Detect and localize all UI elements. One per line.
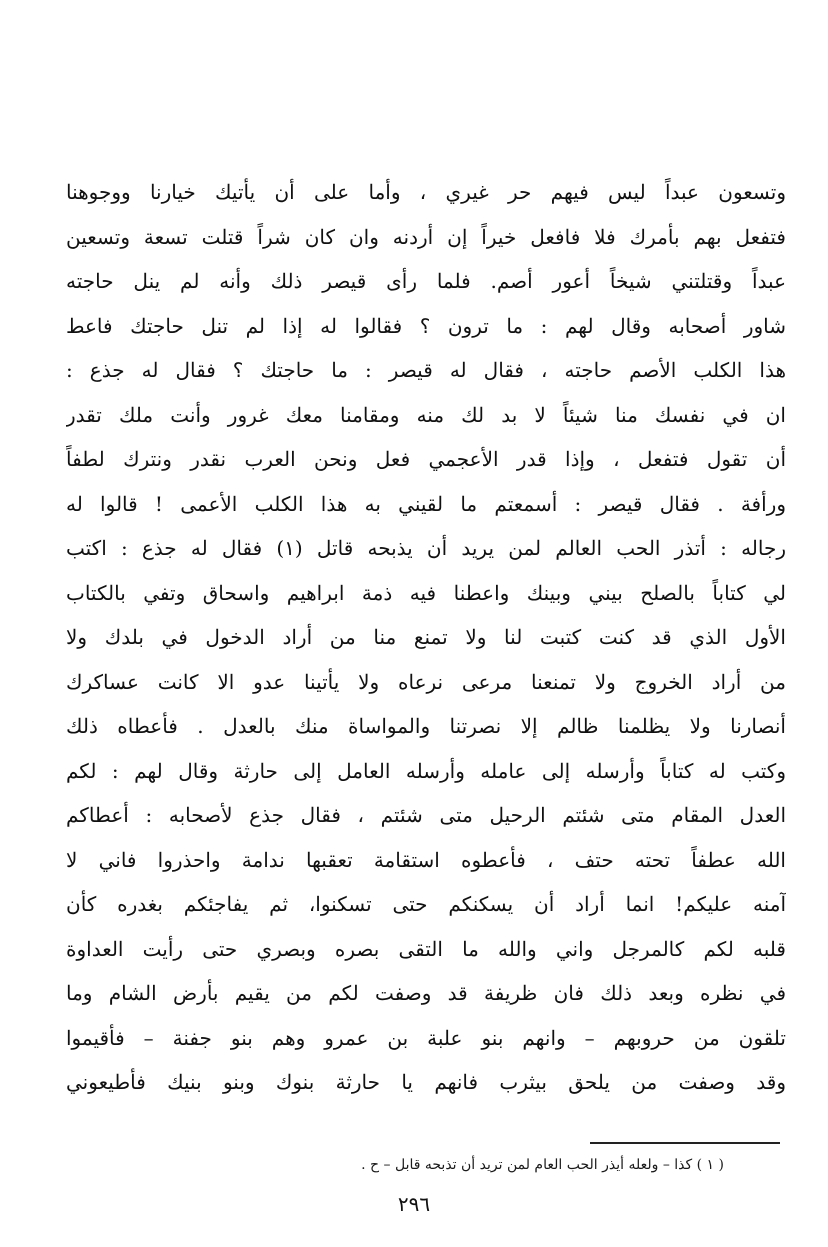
text-line: في نظره وبعد ذلك فان ظريفة قد وصفت لكم من يقيم بأرض الشام وما bbox=[66, 981, 786, 1005]
text-line: ورأفة . فقال قيصر : أسمعتم ما لقيني به هذا الكلب الأعمى ! قالوا له bbox=[66, 491, 786, 516]
text-line: عبداً وقتلتني شيخاً أعور أصم. فلما رأى قيصر ذلك وأنه لم ينل حاجته bbox=[66, 269, 786, 293]
text-line: وتسعون عبداً ليس فيهم حر غيري ، وأما على أن يأتيك خيارنا ووجوهنا bbox=[66, 180, 786, 204]
text-line: رجاله : أتذر الحب العالم لمن يريد أن يذبحه قاتل (١) فقال له جذع : اكتب bbox=[66, 536, 786, 560]
text-line: قلبه لكم كالمرجل واني والله ما التقى بصره وبصري حتى رأيت العداوة bbox=[66, 936, 786, 961]
text-line: الأول الذي قد كنت كتبت لنا ولا تمنع منا من أراد الدخول في بلدك ولا bbox=[66, 625, 786, 649]
text-line: لي كتاباً بالصلح بيني وبينك واعطنا فيه ذمة ابراهيم واسحاق وتفي بالكتاب bbox=[66, 580, 786, 605]
text-line: وقد وصفت من يلحق بيثرب فانهم يا حارثة بنوك وبنو بنيك فأطيعوني bbox=[66, 1070, 786, 1094]
page-number: ٢٩٦ bbox=[397, 1192, 431, 1216]
text-line: من أراد الخروج ولا تمنعنا مرعى نرعاه ولا يأتينا عدو الا كانت عساكرك bbox=[66, 669, 786, 694]
text-line: الله عطفاً تحته حتف ، فأعطوه استقامة تعقبها ندامة واحذروا فاني لا bbox=[66, 847, 786, 872]
footnote: ( ١ ) كذا – ولعله أيذر الحب العام لمن تريد أن تذبحه قابل – ح . bbox=[361, 1157, 724, 1173]
body-text bbox=[66, 170, 786, 1105]
text-line: شاور أصحابه وقال لهم : ما ترون ؟ فقالوا له إذا لم تنل حاجتك فاعط bbox=[66, 313, 786, 338]
text-line: آمنه عليكم! انما أراد أن يسكنكم حتى تسكنوا، ثم يفاجئكم بغدره كأن bbox=[66, 892, 786, 916]
text-line: العدل المقام متى شئتم الرحيل متى شئتم ، فقال جذع لأصحابه : أعطاكم bbox=[66, 803, 786, 827]
footnote-divider bbox=[590, 1142, 780, 1144]
text-line: هذا الكلب الأصم حاجته ، فقال له قيصر : ما حاجتك ؟ فقال له جذع : bbox=[66, 358, 786, 382]
text-line: ان في نفسك منا شيئاً لا بد لك منه ومقامنا معك غرور وأنت ملك تقدر bbox=[66, 402, 786, 427]
text-line: فتفعل بهم بأمرك فلا فافعل خيراً إن أردنه وان كان شراً قتلت تسعة وتسعين bbox=[66, 224, 786, 249]
text-line: وكتب له كتاباً وأرسله إلى عامله وأرسله العامل إلى حارثة وقال لهم : لكم bbox=[66, 758, 786, 783]
text-line: أن تقول فتفعل ، وإذا قدر الأعجمي فعل ونحن العرب نقدر ونترك لطفاً bbox=[66, 447, 786, 471]
text-line: تلقون من حروبهم – وانهم بنو علبة بن عمرو وهم بنو جفنة – فأقيموا bbox=[66, 1025, 786, 1050]
text-line: أنصارنا ولا يظلمنا ظالم إلا نصرتنا والمواساة منك بالعدل . فأعطاه ذلك bbox=[66, 714, 786, 738]
